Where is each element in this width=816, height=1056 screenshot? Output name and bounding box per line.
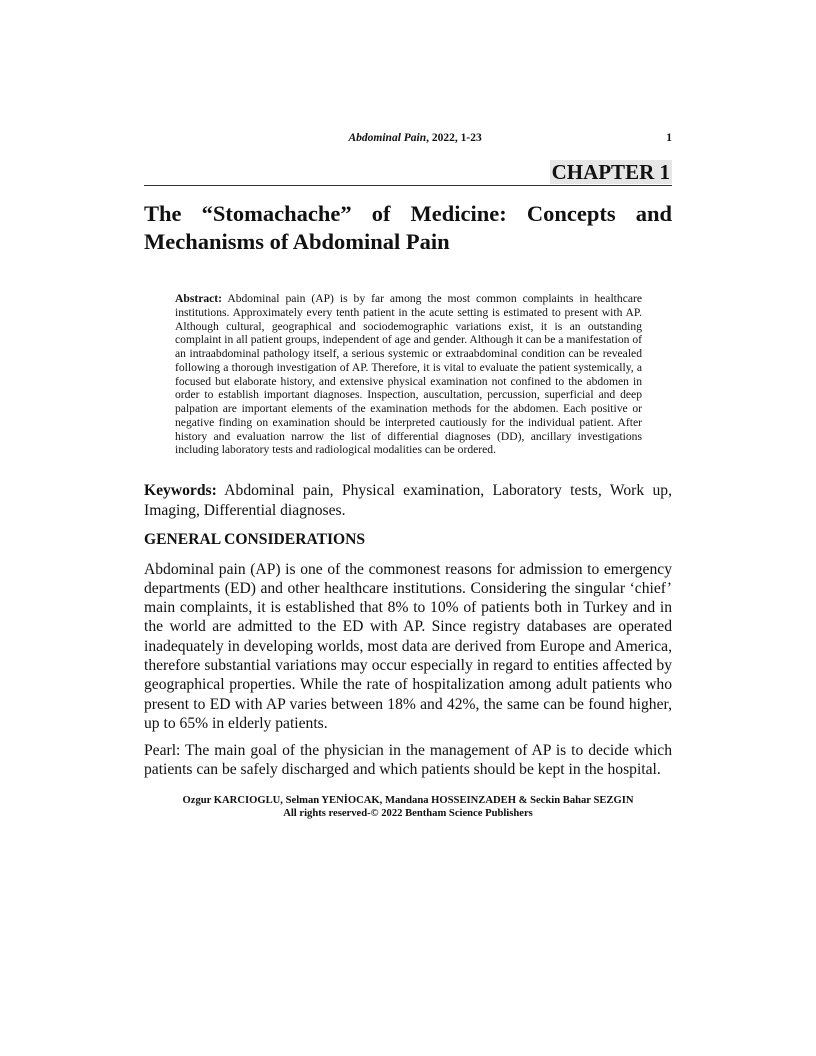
keywords-text: Abdominal pain, Physical examination, Laboratory tests, Work up, Imaging, Differential diagnoses.: [144, 482, 672, 519]
footer-rights: All rights reserved-© 2022 Bentham Science Publishers: [283, 807, 533, 819]
abstract-text: Abdominal pain (AP) is by far among the most common complaints in healthcare institutions. Approximately every tenth patient in the acute setting is estimated to present with AP. Although cultural, geographical and sociodemographic variations exist, it is an outstanding complaint in all patient groups, independent of age and gender. Although it can be a manifestation of an intraabdominal pathology itself, a serious systemic or extraabdominal condition can be revealed following a thorough investigation of AP. Therefore, it is vital to evaluate the patient systemically, a focused but elaborate history, and extensive physical examination not confined to the abdomen in order to establish important diagnoses. Inspection, auscultation, percussion, superficial and deep palpation are important elements of the examination methods for the abdomen. Each positive or negative finding on examination should be interpreted cautiously for the individual patient. After history and evaluation narrow the list of differential diagnoses (DD), ancillary investigations including laboratory tests and radiological modalities can be ordered.: [175, 292, 642, 457]
body-paragraph: Abdominal pain (AP) is one of the commonest reasons for admission to emergency departments (ED) and other healthcare institutions. Considering the singular ‘chief’ main complaints, it is established that 8% to 10% of patients both in Turkey and in the world are admitted to the ED with AP. Since registry databases are operated inadequately in developing worlds, most data are derived from Europe and America, therefore substantial variations may occur especially in regard to entities affected by geographical properties. While the rate of hospitalization among adult patients who present to ED with AP varies between 18% and 42%, the same can be found higher, up to 65% in elderly patients.: [144, 560, 672, 732]
chapter-title: The “Stomachache” of Medicine: Concepts and Mechanisms of Abdominal Pain: [144, 201, 672, 254]
chapter-row: [144, 160, 672, 186]
keywords-label: Keywords:: [144, 482, 217, 499]
journal-details: , 2022, 1-23: [426, 132, 482, 144]
pearl-paragraph: Pearl: The main goal of the physician in the management of AP is to decide which patients can be safely discharged and which patients should be kept in the hospital.: [144, 742, 672, 779]
abstract-label: Abstract:: [175, 292, 223, 305]
section-heading: GENERAL CONSIDERATIONS: [144, 531, 366, 548]
footer-authors: Ozgur KARCIOGLU, Selman YENİOCAK, Mandana HOSSEINZADEH & Seckin Bahar SEZGIN: [182, 794, 634, 806]
journal-name: Abdominal Pain: [348, 132, 427, 144]
keywords: [144, 481, 672, 520]
chapter-label: CHAPTER 1: [551, 160, 670, 184]
running-header-row: [144, 132, 672, 148]
page-number: 1: [666, 132, 672, 144]
running-header: [349, 132, 482, 144]
page-footer: [144, 794, 672, 820]
page-column: [144, 132, 672, 820]
abstract: [175, 292, 642, 457]
